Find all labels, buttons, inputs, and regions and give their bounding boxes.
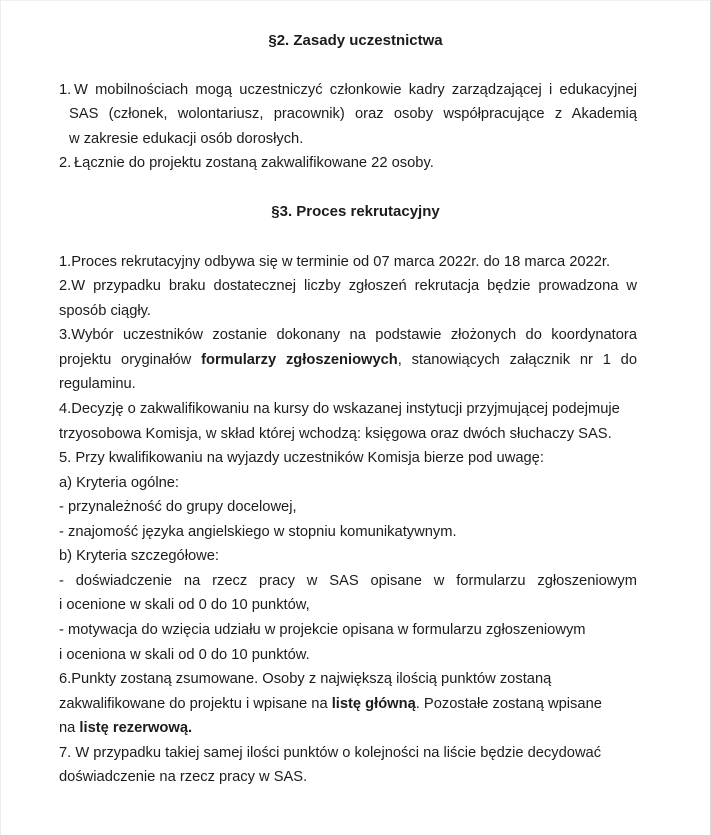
bold-text-segment: listę główną bbox=[331, 695, 416, 712]
text-line bbox=[59, 274, 637, 299]
text-line bbox=[59, 127, 637, 152]
list-marker: 2. bbox=[59, 155, 72, 172]
text-segment: 6.Punkty zostaną zsumowane. Osoby z największą ilością punktów zostaną bbox=[59, 671, 552, 688]
text-line bbox=[59, 520, 637, 545]
section-heading: §2. Zasady uczestnictwa bbox=[268, 31, 443, 49]
text-segment: sposób ciągły. bbox=[59, 302, 151, 319]
text-line bbox=[59, 348, 637, 373]
text-line bbox=[59, 495, 637, 520]
text-segment: trzyosobowa Komisja, w skład której wchodzą: księgowa oraz dwóch słuchaczy SAS. bbox=[59, 425, 612, 442]
text-segment: . Pozostałe zostaną wpisane bbox=[415, 695, 602, 712]
text-segment: doświadczenie na rzecz pracy w SAS. bbox=[59, 769, 308, 786]
document-lines bbox=[59, 29, 637, 790]
text-segment: - znajomość języka angielskiego w stopniu komunikatywnym. bbox=[59, 523, 457, 540]
text-segment: - doświadczenie na rzecz pracy w SAS opisane w formularzu zgłoszeniowym bbox=[59, 572, 637, 589]
text-segment: regulaminu. bbox=[59, 376, 136, 393]
text-line bbox=[59, 569, 637, 594]
text-line bbox=[59, 151, 637, 176]
bold-text-segment: listę rezerwową. bbox=[79, 720, 193, 737]
text-line bbox=[59, 323, 637, 348]
text-segment: w zakresie edukacji osób dorosłych. bbox=[69, 130, 304, 147]
text-segment: Łącznie do projektu zostaną zakwalifikowane 22 osoby. bbox=[74, 155, 434, 172]
text-segment: i oceniona w skali od 0 do 10 punktów. bbox=[59, 646, 310, 663]
text-line bbox=[59, 446, 637, 471]
blank-line bbox=[59, 176, 637, 201]
text-segment: , stanowiących załącznik nr 1 do bbox=[397, 351, 638, 368]
text-line bbox=[59, 741, 637, 766]
text-line bbox=[59, 372, 637, 397]
text-segment: - przynależność do grupy docelowej, bbox=[59, 499, 297, 516]
text-line bbox=[59, 299, 637, 324]
text-line bbox=[59, 765, 637, 790]
text-segment: b) Kryteria szczegółowe: bbox=[59, 548, 219, 565]
text-segment: projektu oryginałów bbox=[59, 351, 202, 368]
text-line bbox=[59, 422, 637, 447]
text-line bbox=[59, 593, 637, 618]
text-line bbox=[59, 643, 637, 668]
text-segment: W mobilnościach mogą uczestniczyć członkowie kadry zarządzającej i edukacyjnej bbox=[74, 81, 637, 98]
text-segment: na bbox=[59, 720, 80, 737]
text-line bbox=[59, 78, 637, 103]
text-line bbox=[59, 618, 637, 643]
text-segment: 7. W przypadku takiej samej ilości punktów o kolejności na liście będzie decydować bbox=[59, 744, 602, 761]
text-line bbox=[59, 716, 637, 741]
text-line bbox=[59, 250, 637, 275]
text-line bbox=[59, 471, 637, 496]
text-segment: a) Kryteria ogólne: bbox=[59, 474, 180, 491]
blank-line bbox=[59, 53, 637, 78]
text-segment: zakwalifikowane do projektu i wpisane na bbox=[59, 695, 332, 712]
bold-text-segment: formularzy zgłoszeniowych bbox=[201, 351, 398, 368]
text-line bbox=[59, 692, 637, 717]
text-segment: i ocenione w skali od 0 do 10 punktów, bbox=[59, 597, 310, 614]
list-marker: 1. bbox=[59, 81, 72, 98]
text-segment: SAS (członek, wolontariusz, pracownik) oraz osoby współpracujące z Akademią bbox=[69, 106, 637, 123]
text-segment: 3.Wybór uczestników zostanie dokonany na podstawie złożonych do koordynatora bbox=[59, 327, 637, 344]
text-line bbox=[59, 397, 637, 422]
text-segment: 1.Proces rekrutacyjny odbywa się w terminie od 07 marca 2022r. do 18 marca 2022r. bbox=[59, 253, 611, 270]
text-segment: 5. Przy kwalifikowaniu na wyjazdy uczestników Komisja bierze pod uwagę: bbox=[59, 450, 544, 467]
text-line bbox=[59, 667, 637, 692]
text-line bbox=[59, 544, 637, 569]
text-segment: - motywacja do wzięcia udziału w projekcie opisana w formularzu zgłoszeniowym bbox=[59, 622, 586, 638]
section-heading: §3. Proces rekrutacyjny bbox=[271, 203, 440, 221]
text-segment: 2.W przypadku braku dostatecznej liczby zgłoszeń rekrutacja będzie prowadzona w bbox=[59, 278, 637, 295]
text-line bbox=[59, 102, 637, 127]
blank-line bbox=[59, 225, 637, 250]
text-segment: 4.Decyzję o zakwalifikowaniu na kursy do wskazanej instytucji przyjmującej podejmuje bbox=[59, 400, 620, 417]
